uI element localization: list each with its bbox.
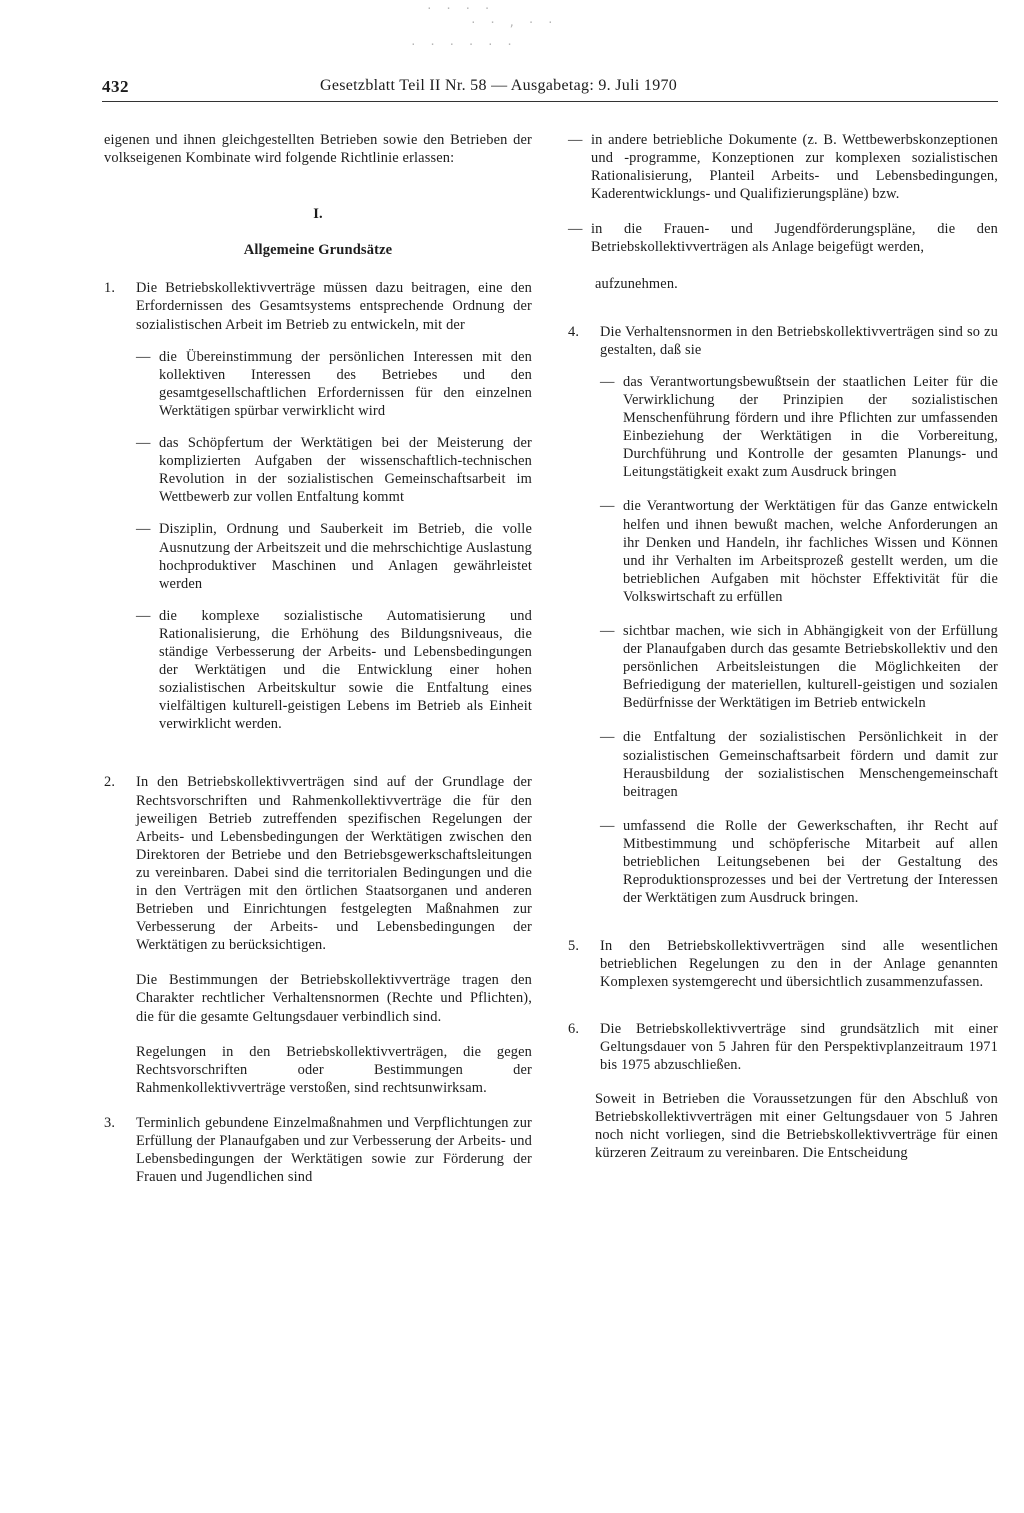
item-number: 3. <box>104 1114 116 1131</box>
item-4 <box>568 323 998 908</box>
item-6 <box>568 1020 998 1074</box>
sub-item-text: sichtbar machen, wie sich in Abhängigkeit von der Erfüllung der Planaufgaben durch das gesamte Betriebskollektiv und den persönlichen Arbeitsleistungen die Möglichkeiten der Befriedigung der materiellen, kulturell-geistigen und sozialen Bedürfnisse der Werktätigen im Betrieb entwickeln <box>623 622 998 712</box>
dash-glyph: — <box>600 373 615 390</box>
item-paragraph: Soweit in Betrieben die Voraussetzungen für den Abschluß von Betriebskollektivverträgen mit einer Geltungsdauer von 5 Jahren noch nicht vorliegen, sind die Betriebskollektivverträge für einen kürzeren Zeitraum zu vereinbaren. Die Entscheidung <box>595 1090 998 1162</box>
dash-glyph: — <box>600 817 615 834</box>
sub-item-text: die Entfaltung der sozialistischen Persönlichkeit in der sozialistischen Gemeinschaftsarbeit fördern und damit zur Herausbildung der sozialistischen Menschengemeinschaft beitragen <box>623 729 998 800</box>
item-5 <box>568 937 998 991</box>
header-title: Gesetzblatt Teil II Nr. 58 — Ausgabetag: 9. Juli 1970 <box>320 77 678 94</box>
sub-item <box>600 817 998 907</box>
sub-item <box>568 220 998 256</box>
item-text: In den Betriebskollektivverträgen sind alle wesentlichen betrieblichen Regelungen zu den in der Anlage genannten Komplexen systemgerecht und übersichtlich zusammenzufassen. <box>600 938 998 991</box>
left-column <box>104 131 532 1186</box>
sub-item <box>136 434 532 506</box>
item-text: In den Betriebskollektivverträgen sind auf der Grundlage der Rechtsvorschriften und Rahmenkollektivverträge die für den jeweiligen Betrieb zutreffenden spezifischen Regelungen der Arbeits- und Lebensbedingungen der Werktätigen zwischen den Direktoren der Betriebe und den Betriebsgewerkschaftsleitungen zu vereinbaren. Dabei sind die territorialen Bedingungen und die in den Verträgen mit den örtlichen Staatsorganen und anderen Betrieben und Einrichtungen festgelegten Maßnahmen zur Verbesserung der Arbeits- und Lebensbedingungen der Werktätigen zu berücksichtigen. <box>136 774 532 954</box>
sub-item-text: umfassend die Rolle der Gewerkschaften, ihr Recht auf Mitbestimmung und schöpferische Mitarbeit auf allen betrieblichen Leitungsebenen bei der Gestaltung des Reproduktionsprozesses und bei der Vertretung der Interessen der Werktätigen zum Ausdruck bringen. <box>623 817 998 907</box>
scan-speck: · · · · <box>426 2 494 15</box>
sub-item-text: in die Frauen- und Jugendförderungspläne, die den Betriebskollektivverträgen als Anlage beigefügt werden, <box>591 221 998 256</box>
sub-item-text: die Verantwortung der Werktätigen für das Ganze entwickeln helfen und ihnen bewußt machen, welche Anforderungen an ihr Denken und Handeln, ihr fachliches Wissen und Können und ihr Verhalten im Arbeitsprozeß gestellt werden, um die betrieblichen Aufgaben mit höchster Effektivität für die Volkswirtschaft zu erfüllen <box>623 498 998 605</box>
sub-item <box>600 728 998 800</box>
item-number: 4. <box>568 323 580 340</box>
sub-item <box>136 520 532 592</box>
item-paragraph: Die Bestimmungen der Betriebskollektivverträge tragen den Charakter rechtlicher Verhaltensnormen (Rechte und Pflichten), die für die gesamte Geltungsdauer verbindlich sind. <box>136 972 532 1025</box>
item-paragraph: Regelungen in den Betriebskollektivverträgen, die gegen Rechtsvorschriften oder Bestimmungen der Rahmenkollektivverträge verstoßen, sind rechtsunwirksam. <box>136 1043 532 1096</box>
dash-glyph: — <box>600 498 615 515</box>
intro-paragraph: eigenen und ihnen gleichgestellten Betrieben sowie den Betrieben der volkseigenen Kombinate wird folgende Richtlinie erlassen: <box>104 132 532 167</box>
dash-glyph: — <box>568 221 583 238</box>
sub-item-text: Disziplin, Ordnung und Sauberkeit im Betrieb, die volle Ausnutzung der Arbeitszeit und die mehrschichtige Auslastung hochproduktiver Maschinen und Anlagen gewährleistet werden <box>159 521 532 592</box>
item-1 <box>104 279 532 733</box>
dash-glyph: — <box>600 729 615 746</box>
sub-item-text: in andere betriebliche Dokumente (z. B. Wettbewerbskonzeptionen und -programme, Konzeptionen zur komplexen sozialistischen Rationalisierung, Planteil Arbeits- und Lebensbedingungen, Kaderentwicklungs- und Qualifizierungspläne) bzw. <box>591 132 998 203</box>
item-text: Die Verhaltensnormen in den Betriebskollektivverträgen sind so zu gestalten, daß sie <box>600 323 998 358</box>
item-number: 5. <box>568 938 580 955</box>
item-2 <box>104 773 532 1097</box>
scan-speck: · · · · · · <box>410 38 516 51</box>
item-number: 1. <box>104 280 116 297</box>
dash-glyph: — <box>136 348 151 365</box>
section-heading: Allgemeine Grundsätze <box>243 242 393 259</box>
page-header <box>102 77 998 102</box>
sub-item <box>136 607 532 734</box>
sub-item <box>600 622 998 712</box>
item-number: 2. <box>104 774 116 791</box>
sub-item-text: die komplexe sozialistische Automatisierung und Rationalisierung, die Erhöhung des Bildungsniveaus, die ständige Verbesserung der Arbeits- und Lebensbedingungen der Werktätigen und die Entwicklung einer hohen sozialistischen Arbeitskultur sowie die Entfaltung eines vielfältigen kulturell-geistigen Lebens im Betrieb als Einheit verwirklicht werden. <box>159 607 532 733</box>
sub-item-text: das Verantwortungsbewußtsein der staatlichen Leiter für die Verwirklichung der Prinzipien der sozialistischen Menschenführung fördern und ihre Pflichten zur umfassenden Einbeziehung der Werktätigen in die Vorbereitung, Durchführung und Kontrolle der gesamten Planungs- und Leitungstätigkeit exakt zum Ausdruck bringen <box>623 373 998 481</box>
item-text: Die Betriebskollektivverträge sind grundsätzlich mit einer Geltungsdauer von 5 Jahren für den Perspektivplanzeitraum 1971 bis 1975 abzuschließen. <box>600 1020 998 1073</box>
page-number: 432 <box>102 77 129 96</box>
list-conclusion: aufzunehmen. <box>595 275 678 292</box>
sub-list <box>136 348 532 734</box>
item-3 <box>104 1114 532 1186</box>
sub-item-text: das Schöpfertum der Werktätigen bei der Meisterung der komplizierten Aufgaben der wissenschaftlich-technischen Revolution in der sozialistischen Gemeinschaftsarbeit im Wettbewerb zur vollen Entfaltung kommt <box>159 435 532 506</box>
sub-item <box>136 348 532 420</box>
dash-glyph: — <box>136 435 151 452</box>
continued-sub-list <box>568 131 998 257</box>
dash-glyph: — <box>568 132 583 148</box>
sub-item-text: die Übereinstimmung der persönlichen Interessen mit den kollektiven Interessen des Betriebes und den gesamtgesellschaftlichen Erfordernissen für den einzelnen Werktätigen spürbar verwirklicht wird <box>159 348 532 419</box>
sub-item <box>600 373 998 482</box>
sub-item <box>568 131 998 203</box>
scan-speck: · · , · · <box>470 16 557 29</box>
dash-glyph: — <box>136 607 151 624</box>
section-numeral: I. <box>313 206 323 223</box>
item-text: Terminlich gebundene Einzelmaßnahmen und Verpflichtungen zur Erfüllung der Planaufgaben und zur Verbesserung der Arbeits- und Lebensbedingungen der Werktätigen sowie zur Förderung der Frauen und Jugendlichen sind <box>136 1114 532 1186</box>
dash-glyph: — <box>136 521 151 538</box>
dash-glyph: — <box>600 622 615 639</box>
item-number: 6. <box>568 1020 580 1037</box>
sub-item <box>600 497 998 606</box>
right-column <box>568 131 998 1162</box>
sub-list <box>600 373 998 907</box>
item-text: Die Betriebskollektivverträge müssen dazu beitragen, eine den Erfordernissen des Gesamtsystems entsprechende Ordnung der sozialistischen Arbeit im Betrieb zu entwickeln, mit der <box>136 280 532 333</box>
